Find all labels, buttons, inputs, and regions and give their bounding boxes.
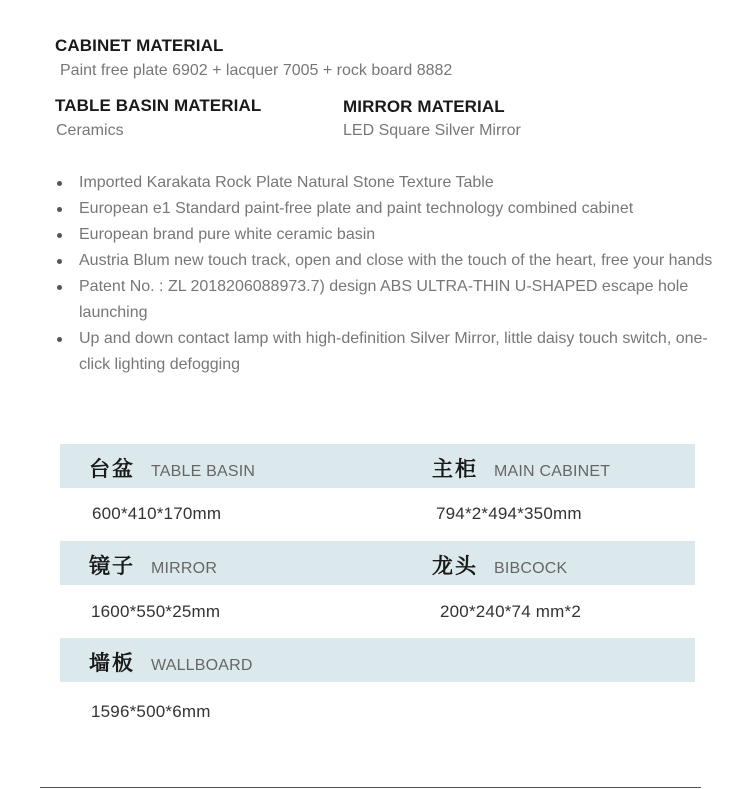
spec-cn-label: 台盆 bbox=[89, 457, 135, 481]
cabinet-material-heading: CABINET MATERIAL bbox=[55, 36, 224, 55]
feature-text: European e1 Standard paint-free plate and paint technology combined cabinet bbox=[79, 200, 634, 217]
spec-cn-label: 主柜 bbox=[432, 457, 478, 481]
spec-cn-label: 龙头 bbox=[432, 554, 478, 578]
spec-en-label: BIBCOCK bbox=[494, 560, 568, 577]
feature-text: Up and down contact lamp with high-definition Silver Mirror, little daisy touch switch, one-click lighting defogging bbox=[79, 330, 708, 373]
feature-item bbox=[55, 248, 720, 274]
spec-label-table-basin bbox=[89, 453, 255, 483]
feature-text: Austria Blum new touch track, open and close with the touch of the heart, free your hands bbox=[79, 252, 713, 269]
feature-text: Patent No. : ZL 2018206088973.7) design ABS ULTRA-THIN U-SHAPED escape hole launching bbox=[79, 278, 689, 321]
feature-item bbox=[55, 326, 720, 378]
bullet-icon bbox=[57, 207, 62, 212]
bullet-icon bbox=[57, 233, 62, 238]
spec-cn-label: 镜子 bbox=[89, 554, 135, 578]
spec-en-label: MIRROR bbox=[151, 560, 218, 577]
table-basin-material-value: Ceramics bbox=[56, 122, 124, 139]
spec-size-main-cabinet: 794*2*494*350mm bbox=[436, 504, 582, 523]
cabinet-material-value: Paint free plate 6902 + lacquer 7005 + rock board 8882 bbox=[60, 62, 453, 79]
bullet-icon bbox=[57, 181, 62, 186]
table-basin-material-heading: TABLE BASIN MATERIAL bbox=[55, 96, 262, 115]
feature-item bbox=[55, 222, 720, 248]
bullet-icon bbox=[57, 337, 62, 342]
bottom-divider bbox=[40, 787, 701, 788]
feature-text: Imported Karakata Rock Plate Natural Stone Texture Table bbox=[79, 174, 494, 191]
bullet-icon bbox=[57, 259, 62, 264]
bullet-icon bbox=[57, 285, 62, 290]
feature-item bbox=[55, 170, 720, 196]
spec-label-wallboard bbox=[89, 647, 253, 677]
spec-label-main-cabinet bbox=[432, 453, 610, 483]
spec-en-label: WALLBOARD bbox=[151, 657, 253, 674]
spec-size-wallboard: 1596*500*6mm bbox=[91, 702, 211, 721]
spec-en-label: MAIN CABINET bbox=[494, 463, 611, 480]
spec-size-mirror: 1600*550*25mm bbox=[91, 602, 221, 621]
feature-item bbox=[55, 196, 720, 222]
spec-en-label: TABLE BASIN bbox=[151, 463, 256, 480]
feature-list bbox=[55, 170, 720, 378]
spec-size-bibcock: 200*240*74 mm*2 bbox=[440, 602, 581, 621]
spec-size-table-basin: 600*410*170mm bbox=[92, 504, 222, 523]
feature-item bbox=[55, 274, 720, 326]
mirror-material-value: LED Square Silver Mirror bbox=[343, 122, 521, 139]
mirror-material-heading: MIRROR MATERIAL bbox=[343, 97, 505, 116]
feature-text: European brand pure white ceramic basin bbox=[79, 226, 376, 243]
spec-label-bibcock bbox=[432, 550, 567, 580]
spec-label-mirror bbox=[89, 550, 217, 580]
spec-cn-label: 墙板 bbox=[89, 651, 135, 675]
